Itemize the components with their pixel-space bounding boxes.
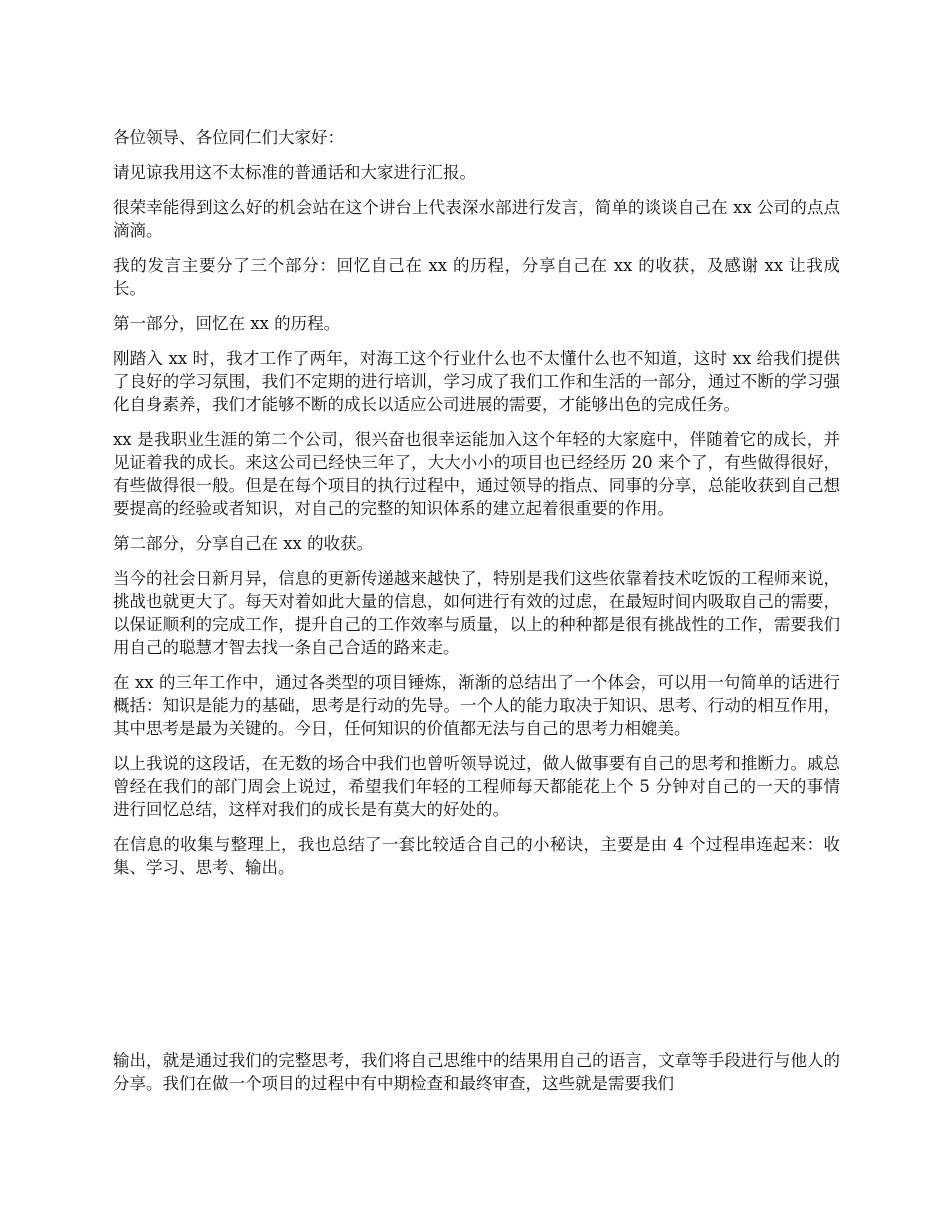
paragraph: 请见谅我用这不太标准的普通话和大家进行汇报。 [113,163,476,182]
paragraph: xx 是我职业生涯的第二个公司，很兴奋也很幸运能加入这个年轻的大家庭中，伴随着它的成长，并见证着我的成长。来这公司已经快三年了，大大小小的项目也已经经历 20 来个了，有些做得很好，有些做得很一般。但是在每个项目的执行过程中，通过领导的指点、同事的分享，总能收获到自己想要提高的经验或者知识，对自己的完整的知识体系的建立起着很重要的作用。 [113,430,840,518]
paragraph: 刚踏入 xx 时，我才工作了两年，对海工这个行业什么也不太懂什么也不知道，这时 xx 给我们提供了良好的学习氛围，我们不定期的进行培训，学习成了我们工作和生活的一部分，通过不断的学习强化自身素养，我们才能够不断的成长以适应公司进展的需要，才能够出色的完成任务。 [113,349,840,414]
paragraph: 输出，就是通过我们的完整思考，我们将自己思维中的结果用自己的语言，文章等手段进行与他人的分享。我们在做一个项目的过程中有中期检查和最终审查，这些就是需要我们 [113,1051,840,1093]
paragraph: 在信息的收集与整理上，我也总结了一套比较适合自己的小秘诀，主要是由 4 个过程串连起来：收集、学习、思考、输出。 [113,835,840,877]
greeting-paragraph: 各位领导、各位同仁们大家好： [113,128,344,147]
paragraph: 以上我说的这段话，在无数的场合中我们也曾听领导说过，做人做事要有自己的思考和推断力。戚总曾经在我们的部门周会上说过，希望我们年轻的工程师每天都能花上个 5 分钟对自己的一天的事情进行回忆总结，这样对我们的成长是有莫大的好处的。 [113,754,840,819]
document-body [113,126,840,1107]
section-heading-part-two: 第二部分，分享自己在 xx 的收获。 [113,534,374,553]
paragraph: 我的发言主要分了三个部分：回忆自己在 xx 的历程，分享自己在 xx 的收获，及感谢 xx 让我成长。 [113,256,840,298]
paragraph: 在 xx 的三年工作中，通过各类型的项目锤炼，渐渐的总结出了一个体会，可以用一句简单的话进行概括：知识是能力的基础，思考是行动的先导。一个人的能力取决于知识、思考、行动的相互作用，其中思考是最为关键的。今日，任何知识的价值都无法与自己的思考力相媲美。 [113,673,840,738]
blank-space [113,891,840,1049]
section-heading-part-one: 第一部分，回忆在 xx 的历程。 [113,314,341,333]
paragraph: 很荣幸能得到这么好的机会站在这个讲台上代表深水部进行发言，简单的谈谈自己在 xx 公司的点点滴滴。 [113,198,840,240]
paragraph: 当今的社会日新月异，信息的更新传递越来越快了，特别是我们这些依靠着技术吃饭的工程师来说，挑战也就更大了。每天对着如此大量的信息，如何进行有效的过虑，在最短时间内吸取自己的需要，以保证顺利的完成工作，提升自己的工作效率与质量，以上的种种都是很有挑战性的工作，需要我们用自己的聪慧才智去找一条自己合适的路来走。 [113,569,840,657]
